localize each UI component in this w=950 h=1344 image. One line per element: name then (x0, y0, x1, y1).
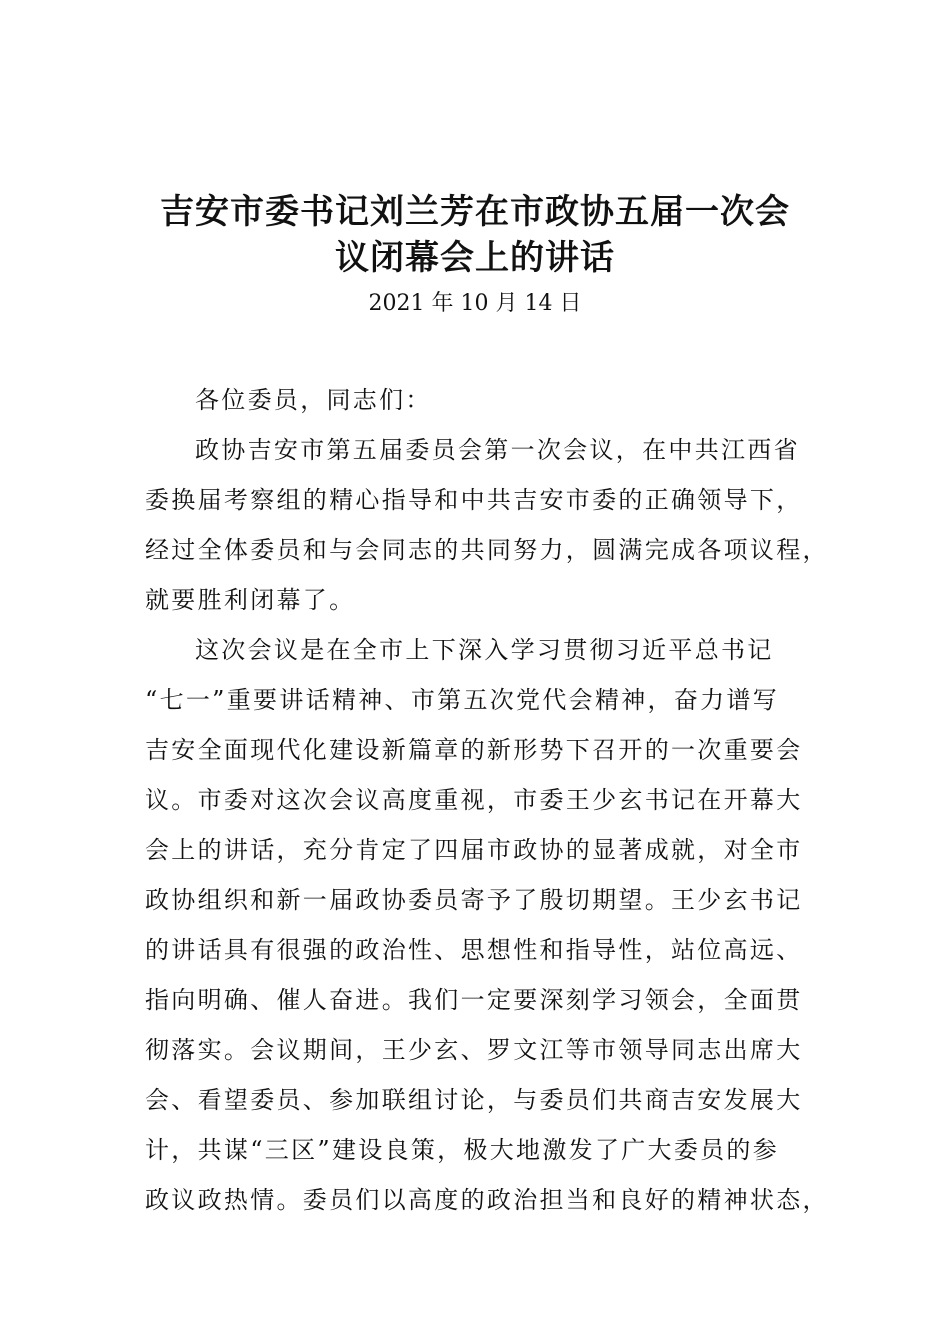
document-date: 2021 年 10 月 14 日 (368, 291, 582, 316)
paragraph-2-line: 指向明确、催人奋进。我们一定要深刻学习领会，全面贯 (145, 986, 803, 1014)
paragraph-2-line: 议。市委对这次会议高度重视，市委王少玄书记在开幕大 (145, 786, 803, 814)
salutation: 各位委员，同志们： (195, 386, 432, 414)
paragraph-2-line: 政协组织和新一届政协委员寄予了殷切期望。王少玄书记 (145, 886, 803, 914)
paragraph-2-line: “七一”重要讲话精神、市第五次党代会精神，奋力谱写 (145, 686, 780, 714)
paragraph-1-line: 委换届考察组的精心指导和中共吉安市委的正确领导下， (145, 486, 803, 514)
paragraph-1-line: 政协吉安市第五届委员会第一次会议，在中共江西省 (195, 436, 800, 464)
paragraph-2-line: 这次会议是在全市上下深入学习贯彻习近平总书记 (195, 636, 774, 664)
document-title-line-1: 吉安市委书记刘兰芳在市政协五届一次会 (160, 192, 790, 232)
paragraph-2-line: 彻落实。会议期间，王少玄、罗文江等市领导同志出席大 (145, 1036, 803, 1064)
paragraph-2-line: 的讲话具有很强的政治性、思想性和指导性，站位高远、 (145, 936, 803, 964)
paragraph-1-line: 经过全体委员和与会同志的共同努力，圆满完成各项议程， (145, 536, 829, 564)
paragraph-2-line: 会上的讲话，充分肯定了四届市政协的显著成就，对全市 (145, 836, 803, 864)
paragraph-2-line: 计，共谋“三区”建设良策，极大地激发了广大委员的参 (145, 1136, 780, 1164)
paragraph-2-line: 政议政热情。委员们以高度的政治担当和良好的精神状态， (145, 1186, 829, 1214)
paragraph-2-line: 吉安全面现代化建设新篇章的新形势下召开的一次重要会 (145, 736, 803, 764)
document-title-line-2: 议闭幕会上的讲话 (335, 238, 615, 278)
paragraph-1-line: 就要胜利闭幕了。 (145, 586, 356, 614)
paragraph-2-line: 会、看望委员、参加联组讨论，与委员们共商吉安发展大 (145, 1086, 803, 1114)
